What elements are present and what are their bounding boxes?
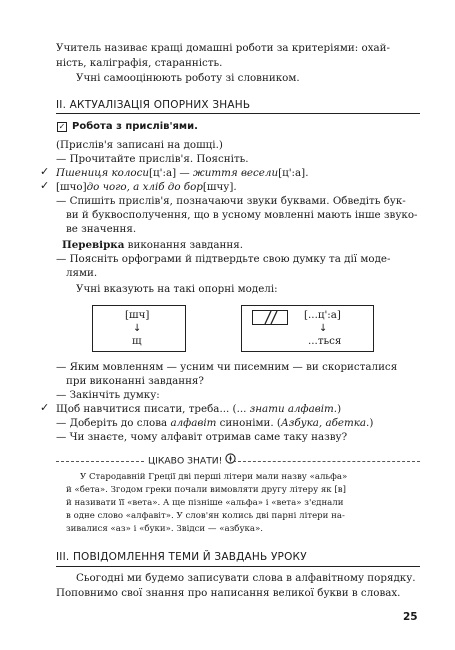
text-line: — Яким мовленням — усним чи писемним — ви скористалися [56, 361, 398, 373]
intro-line: Учитель називає кращі домашні роботи за критеріями: охай- [56, 42, 390, 54]
text-line: — Спишіть прислів'я, позначаючи звуки буквами. Обведіть бук- [56, 195, 406, 207]
fact-line: зивалися «аз» і «буки». Звідси — «азбука». [66, 524, 263, 534]
fact-line: У Стародавній Греції дві перші літери мали назву «альфа» [80, 472, 348, 482]
text-line: Поповнимо свої знання про написання великої букви в словах. [56, 587, 401, 599]
arrow-down-icon: ↓ [133, 323, 142, 334]
page-number: 25 [403, 611, 418, 623]
model-right-top: [...ц':а] [304, 309, 341, 321]
fact-line: в одне слово «алфавіт». У слов'ян колись дві парні літери на- [66, 511, 345, 521]
text-line: Щоб навчитися писати, треба... (... знати алфавіт.) [56, 403, 342, 415]
task-title: ✓ Робота з прислів'ями. [58, 121, 198, 132]
text-line: ви й буквосполучення, що в усному мовленні мають інше звуко- [66, 209, 418, 221]
text-line: — Прочитайте прислів'я. Поясніть. [56, 153, 249, 165]
text-line: — Поясніть орфограми й підтвердьте свою думку та дії моде- [56, 253, 391, 265]
section-rule [56, 113, 420, 114]
checkmark-icon: ✓ [40, 179, 50, 192]
model-bottom: щ [132, 335, 142, 347]
fact-line: й називати її «вета». А ще пізніше «альфа» і «вета» з'єднали [66, 498, 344, 508]
model-box-2 [241, 305, 374, 352]
text-line: Сьогодні ми будемо записувати слова в алфавітному порядку. [76, 572, 416, 584]
intro-line: Учні самооцінюють роботу зі словником. [76, 72, 300, 84]
interesting-title: ЦІКАВО ЗНАТИ! [148, 453, 236, 469]
dashed-divider [233, 461, 420, 462]
intro-line: ність, каліграфія, старанність. [56, 57, 223, 69]
fact-line: й «бета». Згодом греки почали вимовляти другу літеру як [в] [66, 485, 346, 495]
text-line: ве значення. [66, 223, 137, 235]
model-box-1 [92, 305, 186, 352]
text-line: (Прислів'я записані на дошці.) [56, 139, 223, 151]
text-line: лями. [66, 267, 98, 279]
dashed-divider [56, 461, 144, 462]
check-line: Перевірка виконання завдання. [62, 239, 243, 251]
proverb-line: [шчо]до чого, а хліб до бор[шчу]. [56, 181, 237, 193]
text-line: — Чи знаєте, чому алфавіт отримав саме таку назву? [56, 431, 348, 443]
checkbox-icon: ✓ [58, 122, 66, 131]
checkmark-icon: ✓ [40, 165, 50, 178]
section-heading: ІІ. АКТУАЛІЗАЦІЯ ОПОРНИХ ЗНАНЬ [56, 99, 251, 111]
proverb-line: Пшениця колоси[ц':а] — життя весели[ц':а]. [56, 167, 309, 179]
text-line: при виконанні завдання? [66, 375, 204, 387]
model-top: [шч] [125, 309, 150, 321]
arrow-down-icon: ↓ [319, 323, 328, 334]
hatched-box-icon [252, 310, 288, 325]
text-line: — Закінчіть думку: [56, 389, 160, 401]
text-line: Учні вказують на такі опорні моделі: [76, 283, 278, 295]
section-heading: ІІІ. ПОВІДОМЛЕННЯ ТЕМИ Й ЗАВДАНЬ УРОКУ [56, 551, 307, 563]
checkmark-icon: ✓ [40, 401, 50, 414]
text-line: — Доберіть до слова алфавіт синоніми. (Азбука, абетка.) [56, 417, 374, 429]
section-rule [56, 566, 420, 567]
model-right-bottom: ...ться [308, 335, 342, 347]
